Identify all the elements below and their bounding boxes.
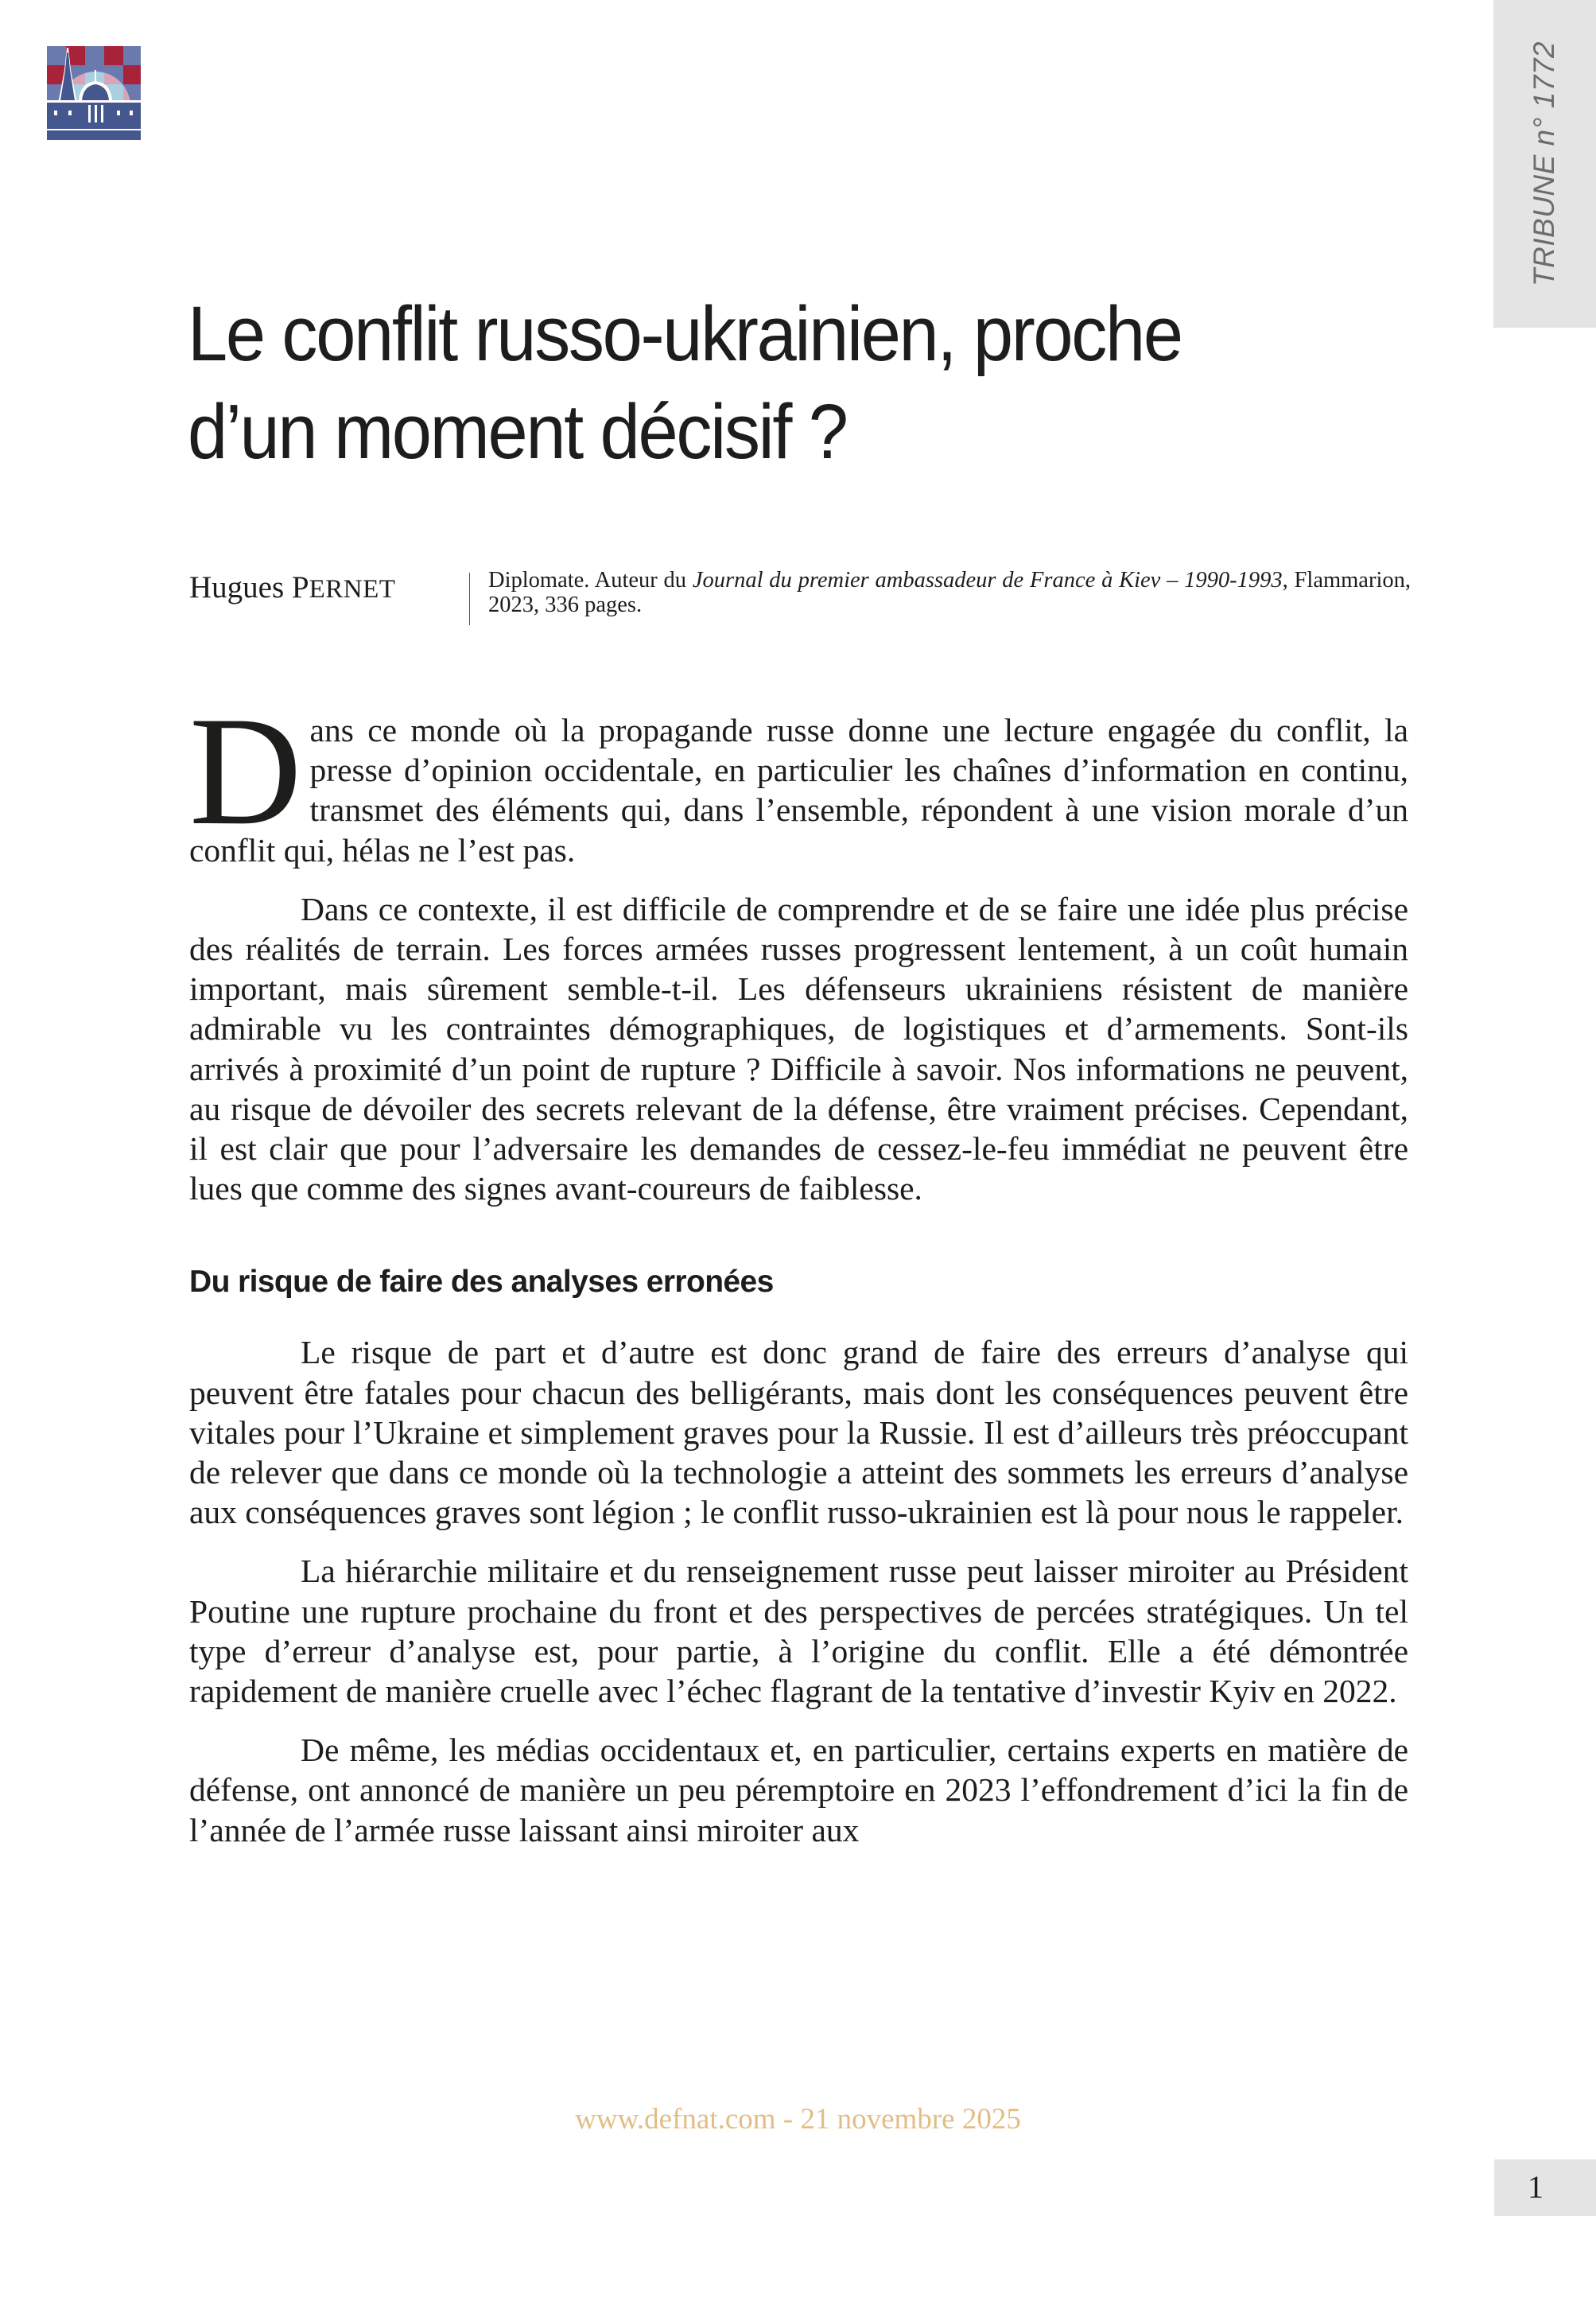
author-last-name-rest: ERNET	[309, 575, 396, 604]
title-line-2: d’un moment décisif ?	[188, 388, 847, 475]
section-heading: Du risque de faire des analyses erronées	[189, 1265, 774, 1300]
title-line-1: Le conflit russo-ukrainien, proche	[188, 290, 1182, 377]
paragraph: De même, les médias occidentaux et, en particulier, certains experts en matière de défense, ont annoncé de manière un peu péremptoire en 2023 l’effondrement d’ici la fin de l’année de l’armée russe laissant ainsi miroiter aux	[189, 1732, 1408, 1848]
author-bio	[488, 568, 1411, 617]
article-body	[189, 685, 1408, 1869]
author-last-name-initial: P	[291, 570, 309, 604]
tribune-side-tab	[1493, 0, 1596, 328]
intro-paragraph	[189, 685, 1408, 870]
page-number: 1	[1528, 2169, 1544, 2205]
footer-website-date: www.defnat.com - 21 novembre 2025	[575, 2103, 1021, 2136]
paragraph: Le risque de part et d’autre est donc grand de faire des erreurs d’analyse qui peuvent être fatales pour chacun des belligérants, mais dont les conséquences peuvent être vitales pour l’Ukraine et simplement graves pour la Russie. Il est d’ailleurs très préoccupant de relever que dans ce monde où la technologie a atteint des sommets les erreurs d’analyse aux conséquences graves sont légion ; le conflit russo-ukrainien est là pour nous le rappeler.	[189, 1334, 1408, 1531]
bio-book-title: Journal du premier ambassadeur de France à Kiev – 1990-1993	[692, 568, 1283, 593]
tribune-number-label: TRIBUNE n° 1772	[1528, 41, 1560, 287]
bio-prefix: Diplomate. Auteur du	[488, 568, 693, 593]
author-divider	[469, 573, 470, 625]
publisher-logo	[47, 46, 141, 140]
page-number-box	[1494, 2159, 1596, 2216]
author-name	[189, 566, 395, 611]
bio-suffix: , Flammarion, 2023, 336 pages.	[488, 568, 1411, 617]
article-title	[188, 285, 1342, 480]
intro-text: ans ce monde où la propagande russe donne une lecture engagée du conflit, la presse d’opinion occidentale, en particulier les chaînes d’information en continu, transmet des éléments qui, dans l’ensemble, répondent à une vision morale d’un conflit qui, hélas ne l’est pas.	[189, 712, 1408, 869]
drop-cap: D	[189, 685, 302, 857]
author-first-name: Hugues	[189, 570, 285, 604]
logo-emblem-icon	[47, 46, 141, 140]
paragraph: Dans ce contexte, il est difficile de comprendre et de se faire une idée plus précise des réalités de terrain. Les forces armées russes progressent lentement, à un coût humain important, mais sûrement semble-t-il. Les défenseurs ukrainiens résistent de manière admirable vu les contraintes démographiques, de logistiques et d’armements. Sont-ils arrivés à proximité d’un point de rupture ? Difficile à savoir. Nos informations ne peuvent, au risque de dévoiler des secrets relevant de la défense, être vraiment précises. Cependant, il est clair que pour l’adversaire les demandes de cessez-le-feu immédiat ne peuvent être lues que comme des signes avant-coureurs de faiblesse.	[189, 890, 1408, 1207]
author-block	[189, 566, 1414, 630]
paragraph: La hiérarchie militaire et du renseignement russe peut laisser miroiter au Président Poutine une rupture prochaine du front et des perspectives de percées stratégiques. Un tel type d’erreur d’analyse est, pour partie, à l’origine du conflit. Elle a été démontrée rapidement de manière cruelle avec l’échec flagrant de la tentative d’investir Kyiv en 2022.	[189, 1553, 1408, 1710]
